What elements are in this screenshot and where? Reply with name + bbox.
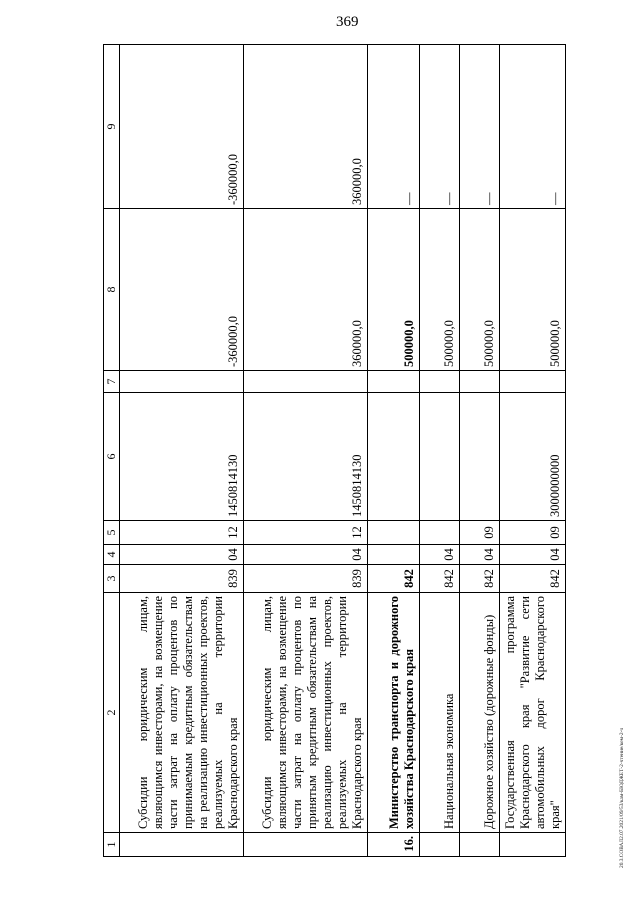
amount-col-9: — <box>368 45 420 209</box>
header-col-6: 6 <box>104 393 120 521</box>
row-number <box>244 833 368 857</box>
code-pr: 12 <box>120 521 244 545</box>
code-vr <box>244 371 368 393</box>
header-col-4: 4 <box>104 545 120 565</box>
code-rz: 04 <box>460 545 500 565</box>
code-ved: 842 <box>460 565 500 593</box>
code-ved: 842 <box>420 565 460 593</box>
amount-col-8: 500000,0 <box>460 209 500 371</box>
code-pr <box>368 521 420 545</box>
code-rz: 04 <box>244 545 368 565</box>
code-ved: 839 <box>244 565 368 593</box>
code-ved: 842 <box>368 565 420 593</box>
table-row <box>368 45 420 857</box>
amount-col-8: -360000,0 <box>120 209 244 371</box>
code-csr: 1450814130 <box>244 393 368 521</box>
amount-col-9: — <box>420 45 460 209</box>
amount-col-9: — <box>500 45 566 209</box>
budget-table-container <box>103 45 605 857</box>
header-col-7: 7 <box>104 371 120 393</box>
row-number <box>460 833 500 857</box>
row-number <box>120 833 244 857</box>
code-csr <box>460 393 500 521</box>
code-csr: 3000000000 <box>500 393 566 521</box>
code-rz: 04 <box>420 545 460 565</box>
budget-table <box>103 44 566 857</box>
table-row <box>500 45 566 857</box>
code-csr <box>368 393 420 521</box>
amount-col-8: 500000,0 <box>420 209 460 371</box>
code-rz: 04 <box>120 545 244 565</box>
code-vr <box>500 371 566 393</box>
header-col-3: 3 <box>104 565 120 593</box>
table-row <box>120 45 244 857</box>
page-number: 369 <box>336 14 359 30</box>
code-rz <box>368 545 420 565</box>
table-row <box>420 45 460 857</box>
table-row <box>244 45 368 857</box>
row-name: Государственная программа Краснодарского края "Развитие сети автомобильных дорог Краснодарского края" <box>500 593 566 833</box>
amount-col-9: -360000,0 <box>120 45 244 209</box>
row-number: 16. <box>368 833 420 857</box>
code-vr <box>420 371 460 393</box>
row-name: Дорожное хозяйство (дорожные фонды) <box>460 593 500 833</box>
code-csr <box>420 393 460 521</box>
code-ved: 839 <box>120 565 244 593</box>
header-col-9: 9 <box>104 45 120 209</box>
header-col-5: 5 <box>104 521 120 545</box>
row-number <box>420 833 460 857</box>
amount-col-8: 360000,0 <box>244 209 368 371</box>
header-row <box>104 45 120 857</box>
amount-col-9: 360000,0 <box>244 45 368 209</box>
header-col-2: 2 <box>104 593 120 833</box>
code-ved: 842 <box>500 565 566 593</box>
code-rz: 04 <box>500 545 566 565</box>
row-number <box>500 833 566 857</box>
row-name: Субсидии юридическим лицам, являющимся инвесторами, на возмещение части затрат на оплату процентов по принятым кредитным обязательствам на реализацию инвестиционных проектов, реализуемых на территории Краснодарского края <box>244 593 368 833</box>
row-name: Министерство транспорта и дорожного хозяйства Краснодарского края <box>368 593 420 833</box>
code-pr <box>420 521 460 545</box>
amount-col-9: — <box>460 45 500 209</box>
code-pr: 09 <box>500 521 566 545</box>
document-code: 20.3.СОВАЛ2.07.2021/09/53/кам-БЮДЖЕТ-2-чтение/кем-2-ч <box>619 727 625 868</box>
code-vr <box>368 371 420 393</box>
code-csr: 1450814130 <box>120 393 244 521</box>
amount-col-8: 500000,0 <box>500 209 566 371</box>
header-col-1: 1 <box>104 833 120 857</box>
row-name: Субсидии юридическим лицам, являющимся инвесторами, на возмещение части затрат на оплату процентов по принимаемым кредитным обязательствам на реализацию инвестиционных проектов, реализуемых на территории Краснодарского края <box>120 593 244 833</box>
amount-col-8: 500000,0 <box>368 209 420 371</box>
table-row <box>460 45 500 857</box>
header-col-8: 8 <box>104 209 120 371</box>
code-vr <box>120 371 244 393</box>
row-name: Национальная экономика <box>420 593 460 833</box>
code-vr <box>460 371 500 393</box>
code-pr: 12 <box>244 521 368 545</box>
code-pr: 09 <box>460 521 500 545</box>
